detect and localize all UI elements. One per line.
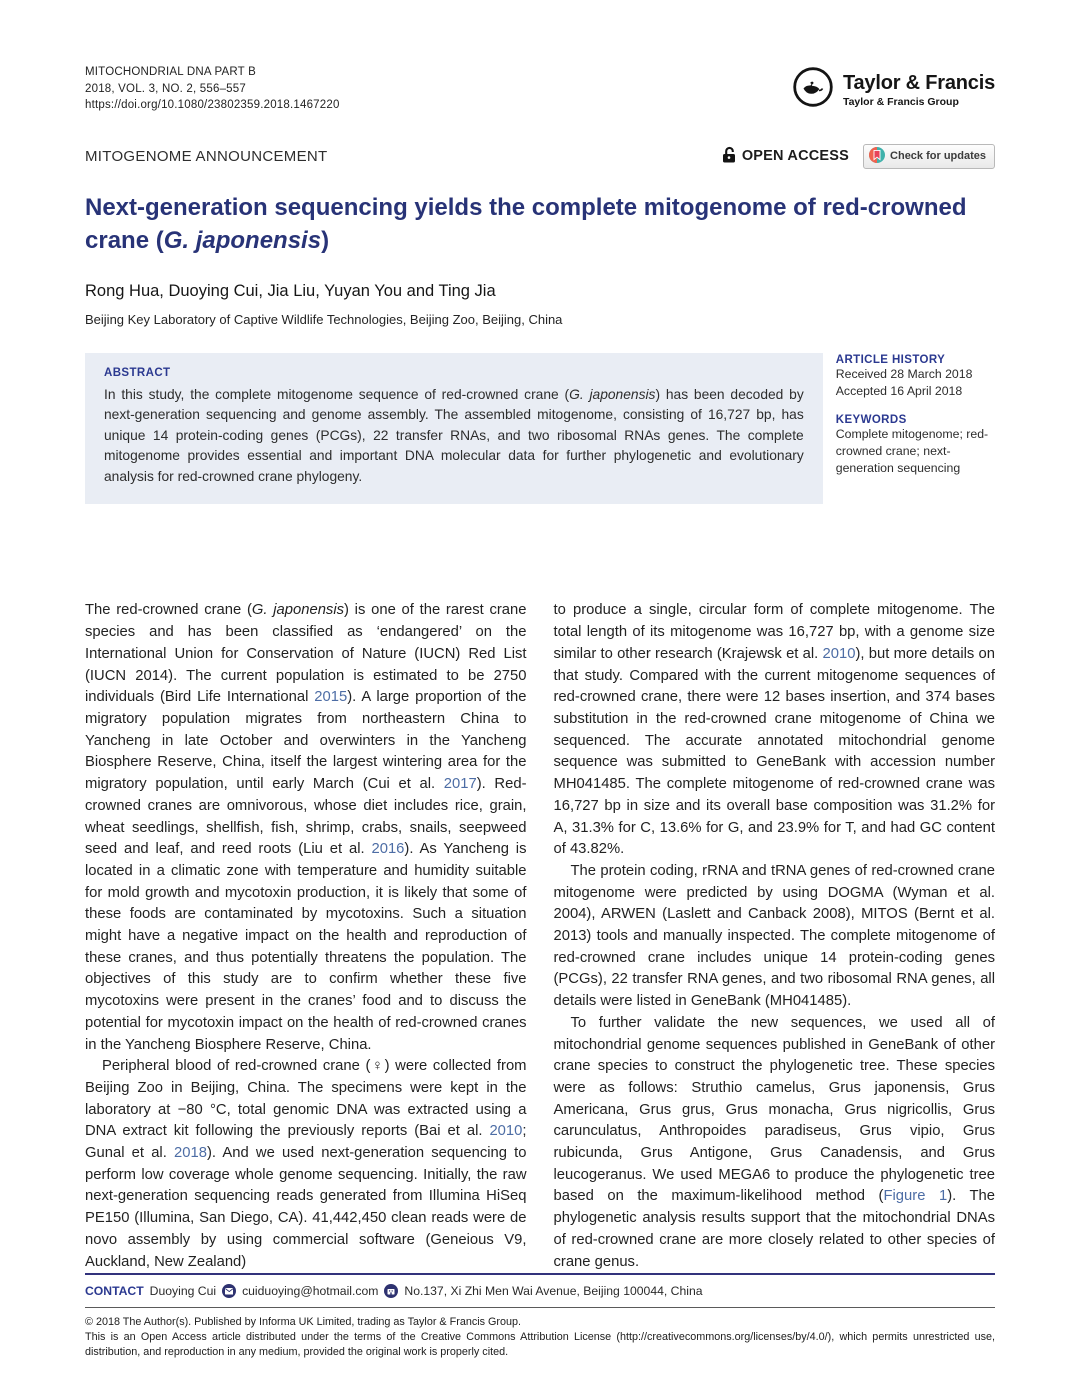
body-columns	[85, 600, 995, 1273]
publisher-wordmark	[843, 72, 995, 108]
contact-label: CONTACT	[85, 1284, 144, 1299]
abstract-heading: ABSTRACT	[104, 366, 171, 379]
body-paragraph: The protein coding, rRNA and tRNA genes of red-crowned crane mitogenome were predicted by using DOGMA (Wyman et al. 2004), ARWEN (Laslett and Canback 2008), MITOS (Bernt et al. 2013) tools and manually inspected. The complete mitogenome of red-crowned crane includes unique 14 protein-coding genes (PCGs), 22 transfer RNA genes, and two ribosomal RNA genes, all details were listed in GeneBank (MH041485).	[553, 862, 995, 1010]
citation-link[interactable]: Figure 1	[883, 1188, 948, 1205]
citation-link[interactable]: 2016	[371, 841, 405, 858]
open-access-badge	[722, 146, 849, 167]
email-icon	[222, 1284, 236, 1298]
doi-link[interactable]: https://doi.org/10.1080/23802359.2018.1467220	[85, 99, 340, 111]
italic-text: G. japonensis	[569, 386, 656, 402]
italic-text: G. japonensis	[251, 602, 345, 619]
article-history-heading: ARTICLE HISTORY	[835, 353, 946, 366]
body-paragraph: To further validate the new sequences, we used all of mitochondrial genome sequences published in GeneBank of other crane species to construct the phylogenetic tree. These species were as follows: Struthio camelus, Grus japonensis, Grus Americana, Grus grus, Grus monacha, Grus nigricollis, Grus carunculatus, Anthropoides paradiseus, Grus vipio, Grus rubicunda, Grus Antigone, Grus Canadensis, and Grus leucogeranus. We used MEGA6 to produce the phylogenetic tree based on the maximum-likelihood method (Figure 1). The phylogenetic analysis results support that the mitochondrial DNAs of red-crowned crane are more closely related to other species of crane genus.	[553, 1014, 995, 1270]
citation-link[interactable]: 2010	[489, 1123, 523, 1140]
journal-issue: 2018, VOL. 3, NO. 2, 556–557	[85, 82, 246, 95]
page-footer	[85, 1273, 995, 1360]
citation-link[interactable]: 2017	[443, 776, 477, 793]
italic-text: G. japonensis	[163, 226, 322, 254]
keywords-heading: KEYWORDS	[835, 413, 907, 426]
address-icon	[384, 1284, 398, 1298]
contact-name: Duoying Cui	[149, 1284, 217, 1299]
affiliation-line: Beijing Key Laboratory of Captive Wildlife Technologies, Beijing Zoo, Beijing, China	[85, 311, 563, 327]
left-column	[85, 600, 527, 1273]
footnote-divider	[85, 1307, 995, 1308]
check-for-updates-button[interactable]	[863, 144, 995, 169]
received-date: Received 28 March 2018	[835, 366, 973, 381]
citation-link[interactable]: 2015	[314, 689, 348, 706]
publisher-brand	[792, 66, 995, 113]
crossmark-icon	[869, 147, 885, 166]
article-title: Next-generation sequencing yields the complete mitogenome of red-crowned crane (G. japonensis)	[85, 193, 967, 254]
citation-link[interactable]: 2018	[174, 1145, 207, 1162]
abstract-section	[85, 353, 995, 505]
copyright-line: © 2018 The Author(s). Published by Informa UK Limited, trading as Taylor & Francis Group.	[85, 1316, 522, 1329]
section-label: MITOGENOME ANNOUNCEMENT	[85, 147, 328, 165]
article-meta	[836, 353, 995, 505]
abstract-box	[85, 353, 823, 505]
open-lock-icon	[722, 146, 736, 167]
license-text: This is an Open Access article distributed under the terms of the Creative Commons Attribution License (http://creativecommons.org/licenses/by/4.0/), which permits unrestricted use, distribution, and reproduction in any medium, provided the original work is properly cited.	[85, 1331, 995, 1359]
contact-address: No.137, Xi Zhi Men Wai Avenue, Beijing 100044, China	[404, 1284, 703, 1299]
keywords-list: Complete mitogenome; red-crowned crane; next-generation sequencing	[835, 426, 989, 475]
authors-line: Rong Hua, Duoying Cui, Jia Liu, Yuyan You and Ting Jia	[85, 281, 496, 300]
publisher-group: Taylor & Francis Group	[842, 95, 959, 108]
right-column	[554, 600, 996, 1273]
contact-line	[85, 1284, 995, 1298]
check-for-updates-label: Check for updates	[890, 150, 986, 162]
abstract-text: In this study, the complete mitogenome sequence of red-crowned crane (G. japonensis) has been decoded by next-generation sequencing and genome assembly. The assembled mitogenome, consisting of 16,727 bp, has unique 14 protein-coding genes (PCGs), 22 transfer RNAs, and two ribosomal RNAs genes. The complete mitogenome provides essential and important DNA molecular data for further phylogenetic and evolutionary analysis for red-crowned crane phylogeny.	[104, 386, 804, 484]
publisher-name: Taylor & Francis	[842, 71, 995, 94]
taylor-francis-logo-icon	[792, 66, 834, 113]
accepted-date: Accepted 16 April 2018	[835, 383, 963, 398]
page-header	[85, 64, 995, 114]
journal-info	[85, 64, 340, 114]
journal-title: MITOCHONDRIAL DNA PART B	[85, 66, 256, 78]
footer-divider	[85, 1273, 995, 1275]
open-access-label: OPEN ACCESS	[741, 148, 850, 164]
body-paragraph: to produce a single, circular form of complete mitogenome. The total length of its mitogenome was 16,727 bp, with a genome size similar to other research (Krajewsk et al. 2010), but more details on that study. Compared with the current mitogenome sequences of red-crowned crane, there were 12 bases insertion, and 374 bases substitution in the red-crowned crane mitogenome of China we sequenced. The accurate annotated mitochondrial genome sequence was submitted to GeneBank with accession number MH041485. The complete mitogenome of red-crowned crane was 16,727 bp in size and its overall base composition was 31.2% for A, 31.3% for C, 13.6% for G, and 23.9% for T, and had GC content of 43.82%.	[553, 602, 996, 858]
citation-link[interactable]: 2010	[822, 645, 856, 662]
body-paragraph: The red-crowned crane (G. japonensis) is one of the rarest crane species and has been classified as ‘endangered’ on the International Union for Conservation of Nature (IUCN) Red List (IUCN 2014). The current population is estimated to be 2750 individuals (Bird Life International 2015). A large proportion of the migratory population migrates from northeastern China to Yancheng in late October and overwinters in the Yancheng Biosphere Reserve, China, itself the largest wintering area for the migratory population, until early March (Cui et al. 2017). Red-crowned cranes are omnivorous, whose diet includes rice, grain, wheat seedlings, shellfish, fish, shrimp, crabs, snails, seepweed seed and leaf, and reed roots (Liu et al. 2016). As Yancheng is located in a climatic zone with temperature and humidity suitable for mold growth and mycotoxin production, it is likely that some of these foods are contaminated by mycotoxins. Such a situation might have a negative impact on the health and reproduction of these cranes, and thus potentially threatens the population. The objectives of this study are to confirm whether these five mycotoxins were present in the cranes’ food and to discuss the potential for mycotoxin impact on the health of red-crowned cranes in the Yancheng Biosphere Reserve, China.	[85, 602, 527, 1053]
contact-email-link[interactable]: cuiduoying@hotmail.com	[242, 1284, 379, 1299]
body-paragraph: Peripheral blood of red-crowned crane (♀) were collected from Beijing Zoo in Beijing, China. The specimens were kept in the laboratory at −80 °C, total genomic DNA was extracted using a DNA extract kit following the previously reports (Bai et al. 2010; Gunal et al. 2018). And we used next-generation sequencing to perform low coverage whole genome sequencing. Initially, the raw next-generation sequencing reads generated from Illumina HiSeq PE150 (Illumina, San Diego, CA). 41,442,450 clean reads were de novo assembly by using commercial software (Geneious V9, Auckland, New Zealand)	[85, 1058, 527, 1270]
bar-right-group	[722, 144, 995, 169]
announcement-bar	[85, 144, 995, 169]
